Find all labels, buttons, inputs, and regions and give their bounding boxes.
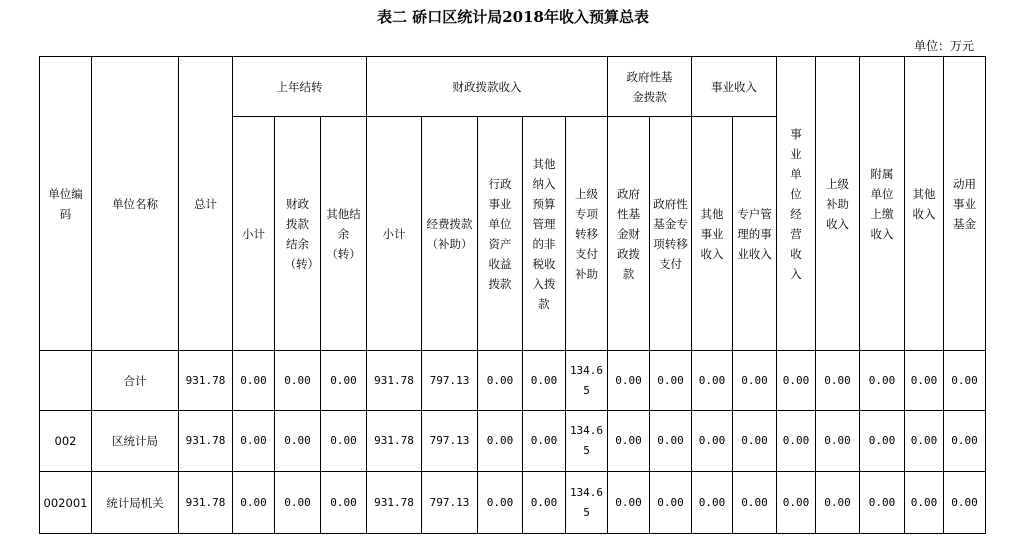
cell-total: 931.78: [179, 351, 233, 411]
cell-superior: 0.00: [816, 411, 860, 472]
header-other-income: 其他收入: [905, 57, 944, 351]
cell-prev-subtotal: 0.00: [233, 472, 275, 534]
cell-biz-other: 0.00: [692, 411, 733, 472]
cell-other: 0.00: [905, 351, 944, 411]
cell-use-fund: 0.00: [944, 472, 986, 534]
unit-label: 单位：万元: [913, 39, 974, 53]
header-group-fiscal: 财政拨款收入: [367, 57, 608, 117]
header-superior-subsidy: 上级补助收入: [816, 57, 860, 351]
header-group-prev-balance: 上年结转: [233, 57, 367, 117]
cell-operating: 0.00: [777, 351, 816, 411]
table-row: [40, 472, 986, 534]
cell-gov-transfer: 0.00: [650, 351, 692, 411]
header-operating-income: 事业单位经营收入: [777, 57, 816, 351]
cell-prev-other: 0.00: [321, 472, 367, 534]
cell-affiliated: 0.00: [860, 351, 905, 411]
cell-fiscal-expense: 797.13: [422, 411, 478, 472]
cell-fiscal-expense: 797.13: [422, 472, 478, 534]
header-total: 总计: [179, 57, 233, 351]
cell-prev-fiscal: 0.00: [275, 472, 321, 534]
cell-fiscal-admin: 0.00: [478, 472, 523, 534]
cell-fiscal-transfer: 134.65: [566, 472, 608, 534]
header-prev-fiscal-balance: 财政拨款结余（转）: [275, 117, 321, 351]
cell-use-fund: 0.00: [944, 411, 986, 472]
row-name: 区统计局: [92, 411, 179, 472]
cell-prev-fiscal: 0.00: [275, 351, 321, 411]
row-code: 002: [40, 411, 92, 472]
cell-prev-subtotal: 0.00: [233, 351, 275, 411]
cell-prev-other: 0.00: [321, 411, 367, 472]
cell-gov-fiscal: 0.00: [608, 472, 650, 534]
cell-fiscal-transfer: 134.65: [566, 411, 608, 472]
cell-fiscal-admin: 0.00: [478, 411, 523, 472]
cell-gov-transfer: 0.00: [650, 472, 692, 534]
header-use-business-fund: 动用事业基金: [944, 57, 986, 351]
cell-operating: 0.00: [777, 411, 816, 472]
table-body: [40, 351, 986, 534]
header-group-gov-fund: 政府性基金拨款: [608, 57, 692, 117]
cell-other: 0.00: [905, 472, 944, 534]
cell-prev-subtotal: 0.00: [233, 411, 275, 472]
header-fiscal-admin-assets: 行政事业单位资产收益拨款: [478, 117, 523, 351]
header-fiscal-expense: 经费拨款（补助）: [422, 117, 478, 351]
cell-fiscal-nontax: 0.00: [523, 351, 566, 411]
table-row: [40, 351, 986, 411]
header-business-special: 专户管理的事业收入: [733, 117, 777, 351]
cell-biz-special: 0.00: [733, 472, 777, 534]
header-affiliated-payment: 附属单位上缴收入: [860, 57, 905, 351]
header-gov-fund-fiscal: 政府性基金财政拨款: [608, 117, 650, 351]
header-gov-fund-transfer: 政府性基金专项转移支付: [650, 117, 692, 351]
cell-fiscal-subtotal: 931.78: [367, 351, 422, 411]
header-group-business: 事业收入: [692, 57, 777, 117]
header-prev-subtotal: 小计: [233, 117, 275, 351]
header-prev-other-balance: 其他结余（转）: [321, 117, 367, 351]
page-title: 表二 硚口区统计局2018年收入预算总表: [377, 8, 649, 26]
cell-gov-fiscal: 0.00: [608, 411, 650, 472]
budget-table: [39, 56, 986, 534]
row-code: 002001: [40, 472, 92, 534]
header-business-other: 其他事业收入: [692, 117, 733, 351]
cell-biz-special: 0.00: [733, 351, 777, 411]
cell-biz-other: 0.00: [692, 472, 733, 534]
cell-use-fund: 0.00: [944, 351, 986, 411]
cell-total: 931.78: [179, 411, 233, 472]
cell-affiliated: 0.00: [860, 472, 905, 534]
cell-fiscal-expense: 797.13: [422, 351, 478, 411]
cell-fiscal-admin: 0.00: [478, 351, 523, 411]
header-unit-code: 单位编码: [40, 57, 92, 351]
row-name: 合计: [92, 351, 179, 411]
table-row: [40, 411, 986, 472]
row-code: [40, 351, 92, 411]
cell-total: 931.78: [179, 472, 233, 534]
cell-operating: 0.00: [777, 472, 816, 534]
cell-prev-fiscal: 0.00: [275, 411, 321, 472]
cell-biz-special: 0.00: [733, 411, 777, 472]
cell-fiscal-subtotal: 931.78: [367, 411, 422, 472]
cell-affiliated: 0.00: [860, 411, 905, 472]
cell-other: 0.00: [905, 411, 944, 472]
cell-fiscal-subtotal: 931.78: [367, 472, 422, 534]
header-fiscal-special-transfer: 上级专项转移支付补助: [566, 117, 608, 351]
cell-fiscal-nontax: 0.00: [523, 472, 566, 534]
cell-fiscal-nontax: 0.00: [523, 411, 566, 472]
header-fiscal-other-nontax: 其他纳入预算管理的非税收入拨款: [523, 117, 566, 351]
cell-gov-transfer: 0.00: [650, 411, 692, 472]
table-header: [40, 57, 986, 351]
cell-fiscal-transfer: 134.65: [566, 351, 608, 411]
cell-prev-other: 0.00: [321, 351, 367, 411]
cell-superior: 0.00: [816, 351, 860, 411]
cell-biz-other: 0.00: [692, 351, 733, 411]
cell-gov-fiscal: 0.00: [608, 351, 650, 411]
header-fiscal-subtotal: 小计: [367, 117, 422, 351]
header-unit-name: 单位名称: [92, 57, 179, 351]
cell-superior: 0.00: [816, 472, 860, 534]
row-name: 统计局机关: [92, 472, 179, 534]
